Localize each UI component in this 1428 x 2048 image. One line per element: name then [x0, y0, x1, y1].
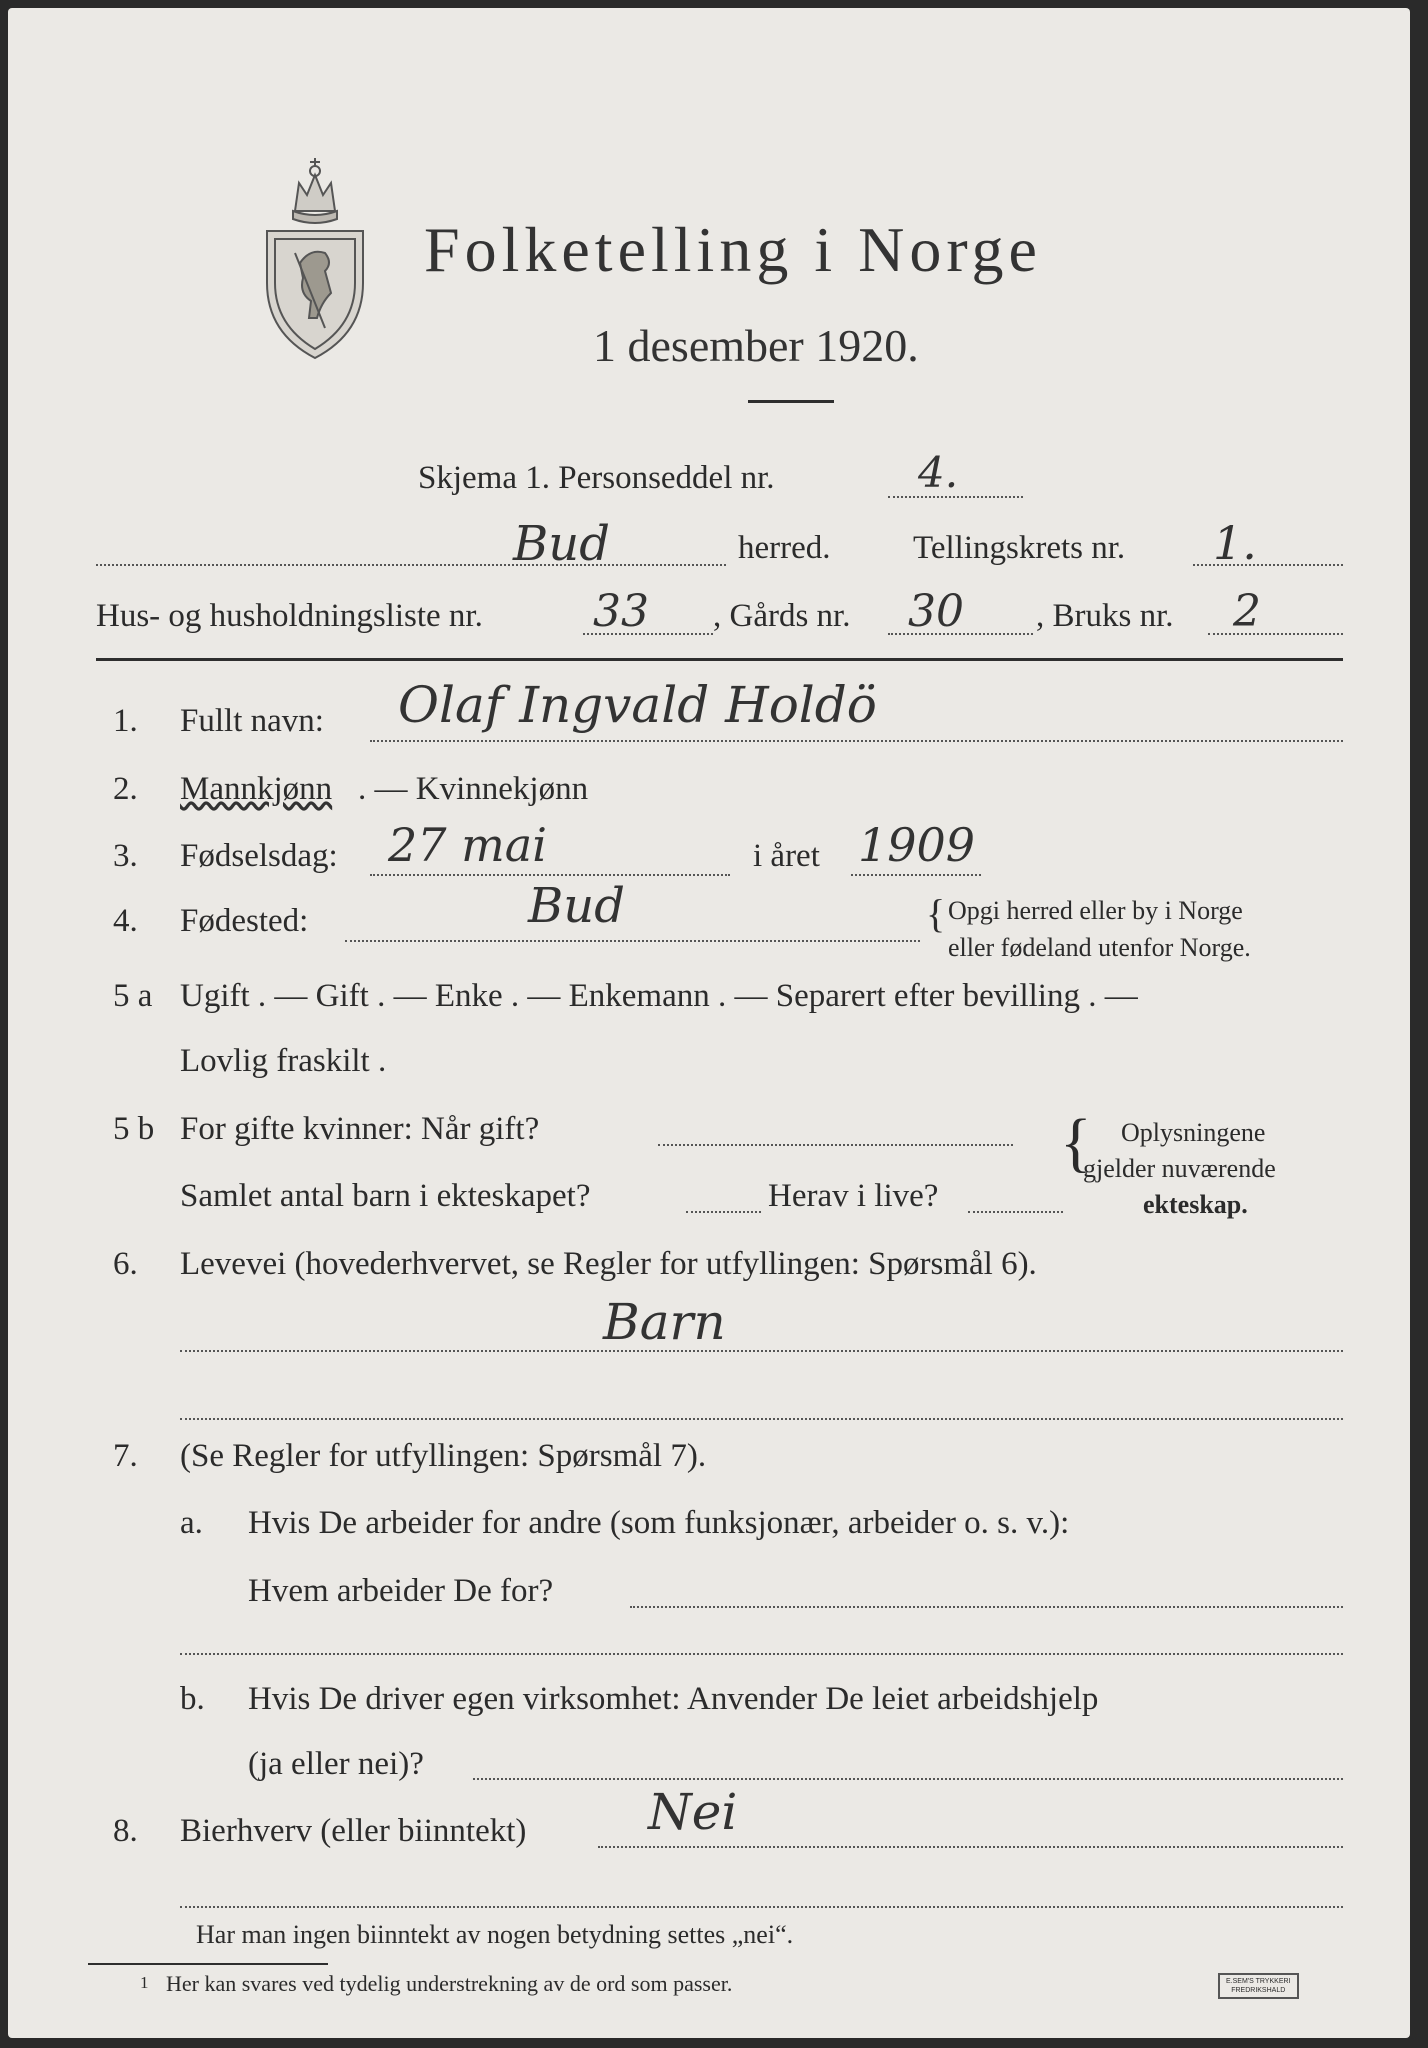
q7b-line: [473, 1778, 1343, 1780]
title-divider: [748, 400, 834, 403]
printer-stamp-line2: FREDRIKSHALD: [1231, 1987, 1286, 1994]
q7a-line2: [180, 1653, 1343, 1655]
q3-year-label: i året: [753, 838, 820, 874]
q4-note-line1: Opgi herred eller by i Norge: [948, 896, 1243, 925]
q5b-when-married-line: [658, 1144, 1013, 1146]
q6-occupation-value: Barn: [603, 1293, 726, 1351]
norwegian-coat-of-arms-icon: [255, 153, 375, 363]
herred-label: herred.: [738, 530, 831, 566]
gards-label: , Gårds nr.: [713, 598, 851, 634]
q7b-letter: b.: [180, 1681, 205, 1717]
q8-line: [598, 1846, 1343, 1848]
q3-number: 3.: [113, 838, 138, 874]
q8-label: Bierhverv (eller biinntekt): [180, 1813, 527, 1849]
personseddel-nr-value: 4.: [918, 448, 959, 497]
q3-label: Fødselsdag:: [180, 838, 338, 874]
bruks-line: [1208, 633, 1343, 635]
q7a-line1: [630, 1606, 1343, 1608]
q5a-options-line1: Ugift . — Gift . — Enke . — Enkemann . — Separert efter bevilling . —: [180, 978, 1138, 1014]
q6-number: 6.: [113, 1246, 138, 1282]
q5b-note-line1: Oplysningene: [1121, 1118, 1266, 1147]
tellingskrets-label: Tellingskrets nr.: [913, 530, 1126, 566]
q2-female-option: . — Kvinnekjønn: [358, 771, 589, 807]
q7a-question-line1: Hvis De arbeider for andre (som funksjonær, arbeider o. s. v.):: [248, 1505, 1070, 1541]
q3-birthday-value: 27 mai: [388, 818, 547, 872]
q5b-note-line2: gjelder nuværende: [1083, 1154, 1276, 1183]
q1-full-name-value: Olaf Ingvald Holdö: [398, 676, 877, 734]
q4-birthplace-value: Bud: [528, 878, 625, 934]
q5b-when-married-label: For gifte kvinner: Når gift?: [180, 1111, 540, 1147]
q5b-note-brace: {: [1060, 1106, 1092, 1179]
q3-year-line: [851, 874, 981, 876]
q5a-options-line2: Lovlig fraskilt .: [180, 1043, 387, 1079]
census-date: 1 desember 1920.: [593, 320, 919, 371]
q6-line2: [180, 1418, 1343, 1420]
q3-year-value: 1909: [858, 818, 976, 872]
hus-nr-value: 33: [593, 586, 649, 637]
q5b-children-label: Samlet antal barn i ekteskapet?: [180, 1178, 591, 1214]
herred-value: Bud: [513, 516, 610, 572]
printer-stamp-line1: E.SEM'S TRYKKERI: [1226, 1978, 1291, 1985]
tellingskrets-nr-value: 1.: [1213, 516, 1257, 570]
q6-line1: [180, 1350, 1343, 1352]
q2-male-option: Mannkjønn: [180, 771, 333, 807]
herred-line: [96, 564, 726, 566]
q5a-number: 5 a: [113, 978, 153, 1014]
bruks-nr-value: 2: [1233, 586, 1261, 637]
footnote-mark: 1: [140, 1973, 149, 1992]
q5b-note-line3: ekteskap.: [1143, 1190, 1248, 1219]
form-title: Folketelling i Norge: [424, 214, 1042, 285]
printer-stamp: [1218, 1973, 1299, 1999]
q5b-alive-line: [968, 1211, 1063, 1213]
q4-label: Fødested:: [180, 903, 309, 939]
q1-label: Fullt navn:: [180, 703, 324, 739]
q8-number: 8.: [113, 1813, 138, 1849]
footnote-divider: [88, 1963, 328, 1965]
census-form-page: [8, 8, 1410, 2038]
q1-line: [370, 740, 1343, 742]
q1-number: 1.: [113, 703, 138, 739]
q4-line: [345, 940, 920, 942]
q7-label: (Se Regler for utfyllingen: Spørsmål 7).: [180, 1438, 707, 1474]
gards-nr-value: 30: [908, 586, 964, 637]
footer-note: Har man ingen biinntekt av nogen betydning settes „nei“.: [196, 1920, 794, 1949]
skjema-label: Skjema 1. Personseddel nr.: [418, 460, 775, 496]
q4-note-brace: {: [926, 891, 946, 936]
q7b-question-line2: (ja eller nei)?: [248, 1746, 424, 1782]
q2-number: 2.: [113, 771, 138, 807]
q7b-question-line1: Hvis De driver egen virksomhet: Anvender De leiet arbeidshjelp: [248, 1681, 1099, 1717]
q7a-question-line2: Hvem arbeider De for?: [248, 1573, 554, 1609]
bruks-label: , Bruks nr.: [1036, 598, 1174, 634]
q6-label: Levevei (hovederhvervet, se Regler for utfyllingen: Spørsmål 6).: [180, 1246, 1037, 1282]
q7a-letter: a.: [180, 1505, 203, 1541]
q8-line2: [180, 1906, 1343, 1908]
q5b-children-line: [686, 1211, 761, 1213]
hus-label: Hus- og husholdningsliste nr.: [96, 598, 483, 634]
q5b-number: 5 b: [113, 1111, 155, 1147]
q3-line: [370, 874, 730, 876]
q4-number: 4.: [113, 903, 138, 939]
q8-side-income-value: Nei: [648, 1783, 738, 1841]
q4-note-line2: eller fødeland utenfor Norge.: [948, 933, 1251, 962]
q7-number: 7.: [113, 1438, 138, 1474]
header-divider: [96, 658, 1343, 661]
footnote-text: Her kan svares ved tydelig understrekning av de ord som passer.: [166, 1971, 733, 1996]
q5b-alive-label: Herav i live?: [768, 1178, 939, 1214]
